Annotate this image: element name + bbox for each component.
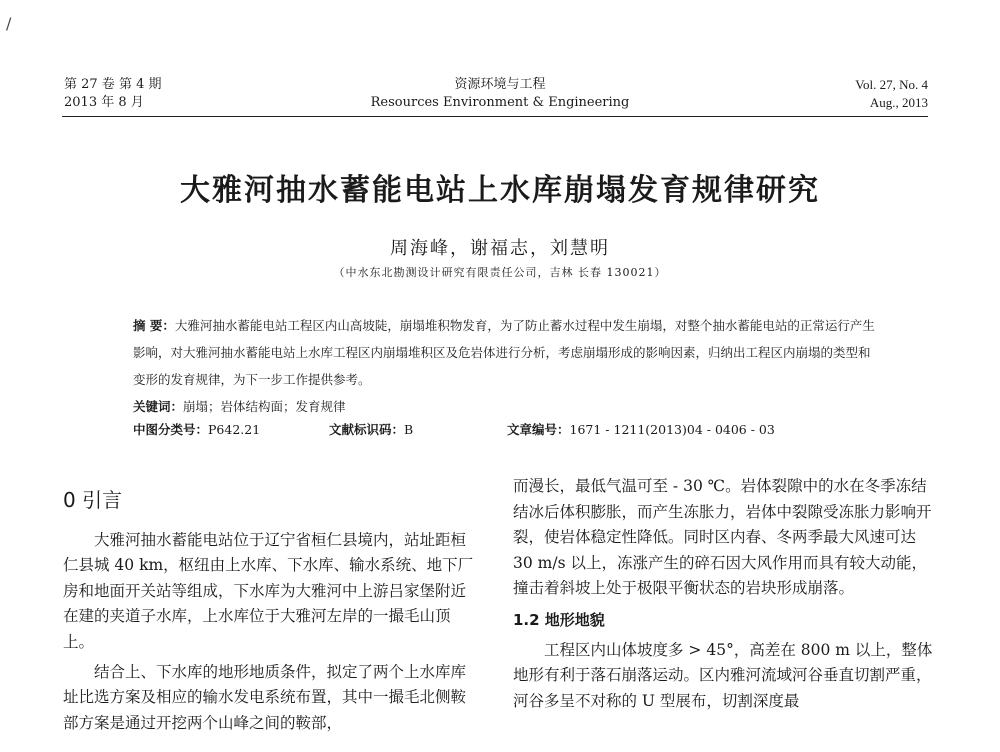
header-date-en: Aug., 2013	[869, 95, 928, 110]
abstract-block	[133, 312, 878, 420]
subsection-1-2-title: 1.2 地形地貌	[513, 610, 605, 629]
header-date-cn: 2013 年 8 月	[64, 95, 144, 110]
section-0-title: 0 引言	[63, 488, 123, 512]
journal-title-cn: 资源环境与工程	[454, 77, 546, 92]
intro-paragraph-1: 大雅河抽水蓄能电站位于辽宁省桓仁县境内，站址距桓仁县城 40 km，枢纽由上水库、下水库、输水系统、地下厂房和地面开关站等组成，下水库为大雅河中上游吕家堡附近在建的夹道子水库，上水库位于大雅河左岸的一撮毛山顶上。	[63, 530, 474, 651]
header-volume-en: Vol. 27, No. 4	[855, 77, 928, 92]
clc-label: 中图分类号：	[133, 422, 209, 437]
clc-value: P642.21	[208, 422, 261, 437]
climate-paragraph: 而漫长，最低气温可至 - 30 ℃。岩体裂隙中的水在冬季冻结结冰后体积膨胀，而产生冻胀力，岩体中裂隙受冻胀力影响开裂，使岩体稳定性降低。同时区内春、冬两季最大风速可达 30 m/s 以上，冻涨产生的碎石因大风作用而具有较大动能，撞击着斜坡上处于极限平衡状态的岩块形成崩落。	[513, 477, 932, 598]
doc-code-item	[329, 420, 507, 438]
abstract-label: 摘 要：	[133, 318, 175, 333]
article-no-label: 文章编号：	[507, 422, 570, 437]
keywords-line	[133, 393, 878, 420]
terrain-paragraph: 工程区内山体坡度多 > 45°，高差在 800 m 以上，整体地形有利于落石崩落运动。区内雅河流域河谷垂直切割严重，河谷多呈不对称的 U 型展布，切割深度最	[513, 640, 933, 710]
clc-item	[133, 420, 329, 438]
header-rule	[62, 116, 928, 117]
article-title: 大雅河抽水蓄能电站上水库崩塌发育规律研究	[180, 173, 820, 208]
article-no-value: 1671 - 1211(2013)04 - 0406 - 03	[569, 422, 775, 437]
body-left-column	[63, 480, 475, 736]
body-right-column	[513, 474, 933, 714]
scan-mark: /	[6, 14, 12, 33]
journal-title-en: Resources Environment & Engineering	[370, 95, 630, 110]
header-right	[855, 76, 928, 112]
keywords-text: 崩塌；岩体结构面；发育规律	[183, 399, 346, 414]
article-affiliation: （中水东北勘测设计研究有限责任公司，吉林 长春 130021）	[333, 266, 667, 279]
article-no-item	[507, 420, 775, 438]
doc-code-value: B	[404, 422, 414, 437]
header-volume-cn: 第 27 卷 第 4 期	[64, 77, 162, 92]
intro-paragraph-2: 结合上、下水库的地形地质条件，拟定了两个上水库库址比选方案及相应的输水发电系统布置，其中一撮毛北侧鞍部方案是通过开挖两个山峰之间的鞍部，	[63, 662, 467, 732]
header-center	[0, 76, 1000, 112]
keywords-label: 关键词：	[133, 399, 184, 414]
article-authors: 周海峰，谢福志，刘慧明	[390, 238, 610, 259]
article-meta-row	[133, 420, 775, 438]
doc-code-label: 文献标识码：	[329, 422, 405, 437]
abstract-text: 大雅河抽水蓄能电站工程区内山高坡陡，崩塌堆积物发育，为了防止蓄水过程中发生崩塌，对整个抽水蓄能电站的正常运行产生影响，对大雅河抽水蓄能电站上水库工程区内崩塌堆积区及危岩体进行分析，考虑崩塌形成的影响因素，归纳出工程区内崩塌的类型和变形的发育规律，为下一步工作提供参考。	[133, 318, 875, 387]
